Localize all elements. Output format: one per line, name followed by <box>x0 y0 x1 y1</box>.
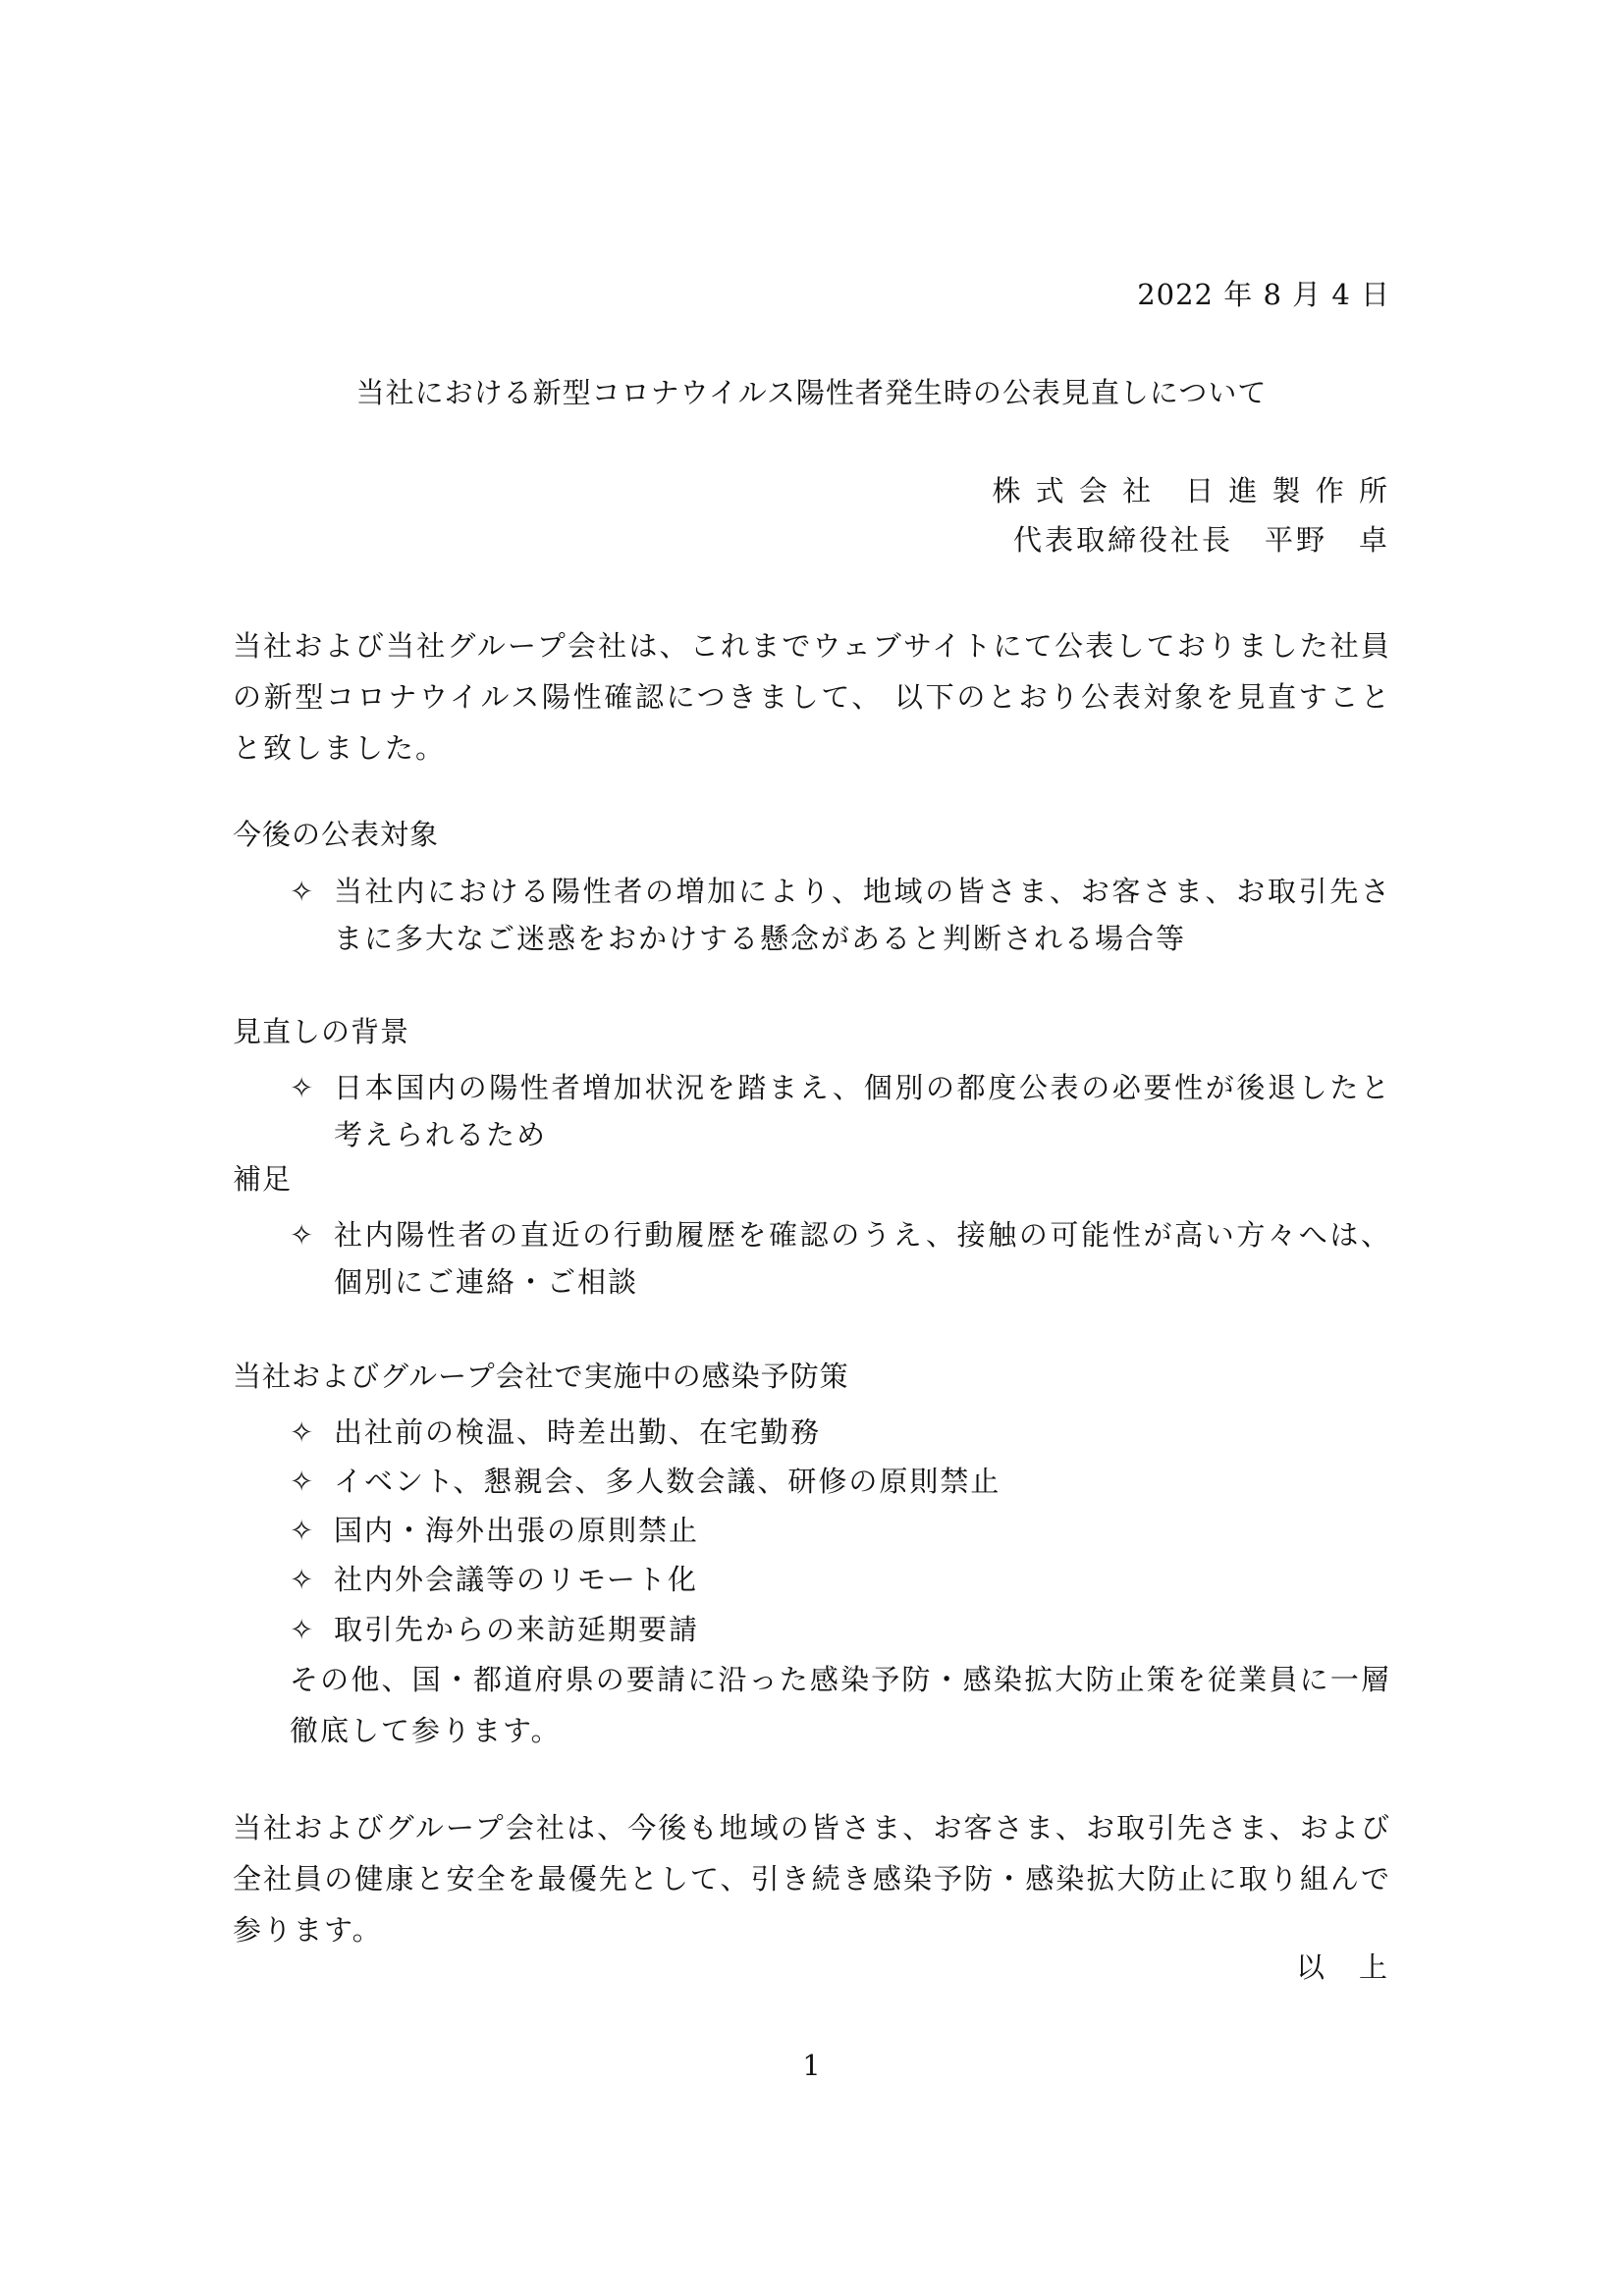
sparkle-bullet-icon: ✧ <box>290 1218 316 1252</box>
document-date: 2022 年 8 月 4 日 <box>1137 278 1390 311</box>
section-heading-disclosure-target: 今後の公表対象 <box>233 818 440 851</box>
intro-paragraph: 当社および当社グループ会社は、これまでウェブサイトにて公表しておりました社員の新型コロナウイルス陽性確認につきまして、 以下のとおり公表対象を見直すことと致しました。 <box>233 629 1391 765</box>
bullet-item <box>290 1211 1391 1306</box>
bullet-item <box>290 1606 1391 1653</box>
bullet-text: 日本国内の陽性者増加状況を踏まえ、個別の都度公表の必要性が後退したと考えられるため <box>334 1071 1391 1151</box>
bullet-item <box>290 1458 1391 1505</box>
page-number: 1 <box>802 2049 821 2082</box>
company-name: 株 式 会 社 日 進 製 作 所 <box>992 474 1390 507</box>
sparkle-bullet-icon: ✧ <box>290 1563 316 1596</box>
sparkle-bullet-icon: ✧ <box>290 1415 316 1449</box>
bullet-text: 取引先からの来訪延期要請 <box>334 1613 700 1646</box>
bullet-item <box>290 1064 1391 1158</box>
sparkle-bullet-icon: ✧ <box>290 1465 316 1498</box>
section-heading-supplement: 補足 <box>233 1162 293 1196</box>
closing-paragraph: 当社およびグループ会社は、今後も地域の皆さま、お客さま、お取引先さま、および全社員の健康と安全を最優先として、引き続き感染予防・感染拡大防止に取り組んで参ります。 <box>233 1811 1391 1947</box>
bullet-item <box>290 868 1391 962</box>
section-heading-background: 見直しの背景 <box>233 1015 410 1048</box>
sparkle-bullet-icon: ✧ <box>290 1071 316 1104</box>
representative-name: 代表取締役社長 平野 卓 <box>1012 523 1390 557</box>
bullet-item <box>290 1556 1391 1603</box>
bullet-text: 国内・海外出張の原則禁止 <box>334 1514 700 1547</box>
bullet-text: 当社内における陽性者の増加により、地域の皆さま、お客さま、お取引先さまに多大なご迷惑をおかけする懸念があると判断される場合等 <box>334 875 1391 955</box>
sparkle-bullet-icon: ✧ <box>290 1514 316 1547</box>
bullet-text: 社内外会議等のリモート化 <box>334 1563 698 1596</box>
bullet-item <box>290 1409 1391 1456</box>
measures-note: その他、国・都道府県の要請に沿った感染予防・感染拡大防止策を従業員に一層徹底して参ります。 <box>290 1663 1391 1747</box>
bullet-text: 社内陽性者の直近の行動履歴を確認のうえ、接触の可能性が高い方々へは、個別にご連絡・ご相談 <box>334 1218 1391 1299</box>
sparkle-bullet-icon: ✧ <box>290 1613 316 1646</box>
bullet-text: 出社前の検温、時差出勤、在宅勤務 <box>334 1415 822 1449</box>
document-title: 当社における新型コロナウイルス陽性者発生時の公表見直しについて <box>355 376 1268 409</box>
section-heading-prevention-measures: 当社およびグループ会社で実施中の感染予防策 <box>233 1360 849 1393</box>
bullet-item <box>290 1507 1391 1554</box>
bullet-text: イベント、懇親会、多人数会議、研修の原則禁止 <box>334 1465 1001 1498</box>
end-mark: 以 上 <box>1295 1950 1390 1984</box>
sparkle-bullet-icon: ✧ <box>290 875 316 908</box>
